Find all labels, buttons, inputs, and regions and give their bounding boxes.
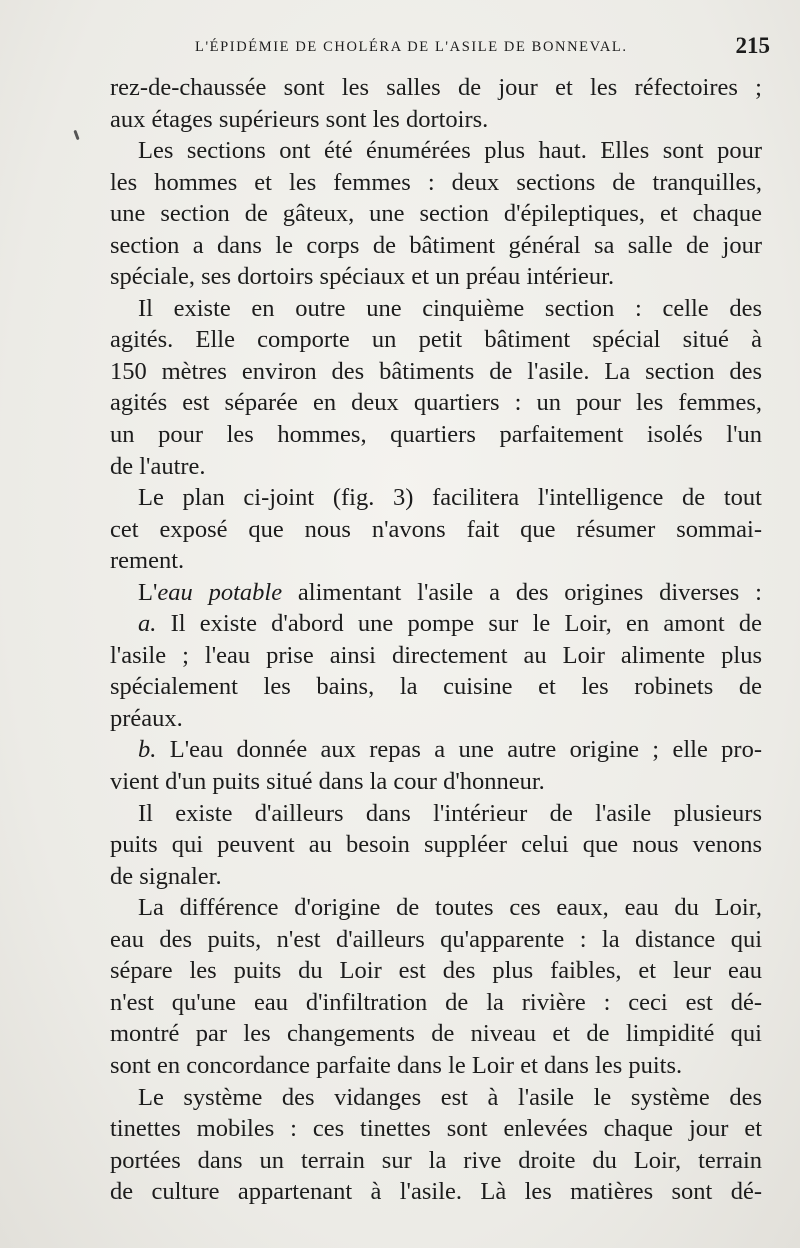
text-line: préaux. bbox=[110, 704, 183, 732]
text-line: cet exposé que nous n'avons fait que résumer sommai- bbox=[110, 515, 762, 543]
text-line: spécialement les bains, la cuisine et les robinets de bbox=[110, 673, 762, 701]
text-line: Le plan ci-joint (fig. 3) facilitera l'intelligence de tout bbox=[138, 484, 762, 512]
text-line: Il existe en outre une cinquième section : celle des bbox=[138, 294, 762, 322]
page-number: 215 bbox=[735, 33, 770, 58]
text-line: rez-de-chaussée sont les salles de jour et les réfectoires ; bbox=[110, 74, 762, 101]
text-line bbox=[110, 734, 762, 766]
text-line-rich: b. L'eau donnée aux repas a une autre origine ; elle pro- bbox=[138, 736, 762, 764]
text-line: l'asile ; l'eau prise ainsi directement au Loir alimente plus bbox=[110, 641, 762, 669]
text-line bbox=[110, 577, 762, 609]
text-line: Il existe d'ailleurs dans l'intérieur de l'asile plusieurs bbox=[138, 799, 762, 827]
text-line: spéciale, ses dortoirs spéciaux et un préau intérieur. bbox=[110, 263, 615, 291]
running-header bbox=[195, 34, 770, 64]
text-line: sépare les puits du Loir est des plus faibles, et leur eau bbox=[110, 957, 762, 985]
header-title: L'ÉPIDÉMIE DE CHOLÉRA DE L'ASILE DE BONNEVAL. bbox=[195, 39, 628, 55]
italic-text: a. bbox=[138, 610, 157, 638]
body-text bbox=[110, 72, 762, 1208]
text-line: les hommes et les femmes : deux sections de tranquilles, bbox=[110, 168, 762, 196]
text-line: rement. bbox=[110, 547, 185, 575]
text-line: de l'autre. bbox=[110, 452, 206, 480]
text-line: un pour les hommes, quartiers parfaitement isolés l'un bbox=[110, 421, 762, 449]
text-line: tinettes mobiles : ces tinettes sont enlevées chaque jour et bbox=[110, 1115, 762, 1143]
text-line-rich: L'eau potable alimentant l'asile a des origines diverses : bbox=[138, 578, 762, 606]
text-line: vient d'un puits situé dans la cour d'honneur. bbox=[110, 768, 545, 796]
italic-text: b. bbox=[138, 736, 157, 764]
text-line: agités est séparée en deux quartiers : un pour les femmes, bbox=[110, 389, 762, 417]
text-line: de signaler. bbox=[110, 862, 222, 890]
text-line: Les sections ont été énumérées plus haut. Elles sont pour bbox=[138, 137, 762, 165]
text-line: eau des puits, n'est d'ailleurs qu'apparente : la distance qui bbox=[110, 925, 762, 953]
italic-text: eau potable bbox=[157, 578, 283, 606]
text-line: agités. Elle comporte un petit bâtiment spécial situé à bbox=[110, 326, 762, 354]
text-line: montré par les changements de niveau et de limpidité qui bbox=[110, 1020, 762, 1048]
text-line: aux étages supérieurs sont les dortoirs. bbox=[110, 105, 489, 133]
margin-mark bbox=[73, 130, 79, 140]
text-line: 150 mètres environ des bâtiments de l'asile. La section des bbox=[110, 357, 762, 385]
text-line bbox=[110, 608, 762, 640]
text-line: La différence d'origine de toutes ces eaux, eau du Loir, bbox=[138, 894, 762, 922]
text-line: de culture appartenant à l'asile. Là les matières sont dé- bbox=[110, 1178, 762, 1206]
text-line: portées dans un terrain sur la rive droite du Loir, terrain bbox=[110, 1146, 762, 1174]
text-line: n'est qu'une eau d'infiltration de la rivière : ceci est dé- bbox=[110, 988, 762, 1016]
text-line: section a dans le corps de bâtiment général sa salle de jour bbox=[110, 231, 762, 259]
text-line: sont en concordance parfaite dans le Loir et dans les puits. bbox=[110, 1051, 683, 1079]
text-line: puits qui peuvent au besoin suppléer celui que nous venons bbox=[110, 831, 762, 859]
text-line: Le système des vidanges est à l'asile le système des bbox=[138, 1083, 762, 1111]
text-line: une section de gâteux, une section d'épileptiques, et chaque bbox=[110, 200, 762, 228]
text-line-rich: a. Il existe d'abord une pompe sur le Loir, en amont de bbox=[138, 610, 762, 638]
